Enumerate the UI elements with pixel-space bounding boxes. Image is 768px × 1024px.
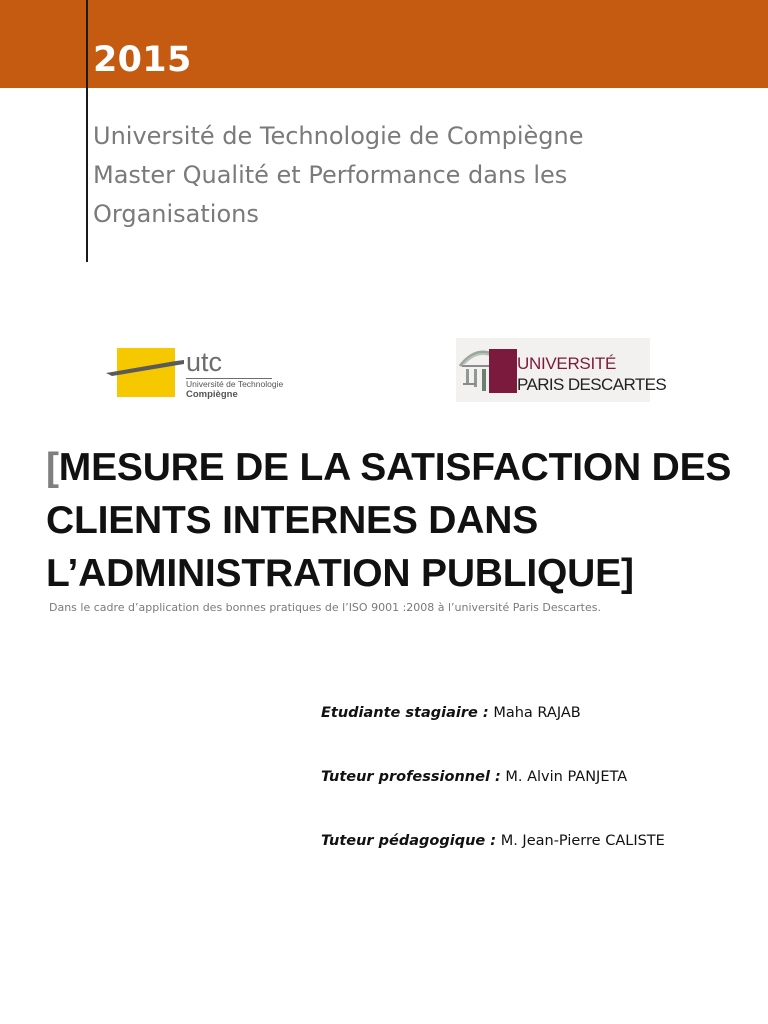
academic-tutor-label: Tuteur pédagogique :	[321, 833, 497, 849]
program-line-cont: Organisations	[93, 200, 259, 228]
paris-descartes-line1: UNIVERSITÉ	[517, 354, 617, 373]
professional-tutor-row	[321, 769, 627, 785]
title-close-bracket: ]	[620, 552, 634, 595]
professional-tutor-value: M. Alvin PANJETA	[505, 769, 628, 785]
university-line: Université de Technologie de Compiègne	[93, 122, 584, 150]
title-line: L’ADMINISTRATION PUBLIQUE	[46, 552, 621, 595]
utc-logo-line2: Compiègne	[186, 389, 238, 400]
paris-descartes-logo	[456, 338, 667, 402]
academic-tutor-row	[321, 833, 665, 849]
university-block	[93, 117, 713, 234]
student-label: Etudiante stagiaire :	[321, 705, 489, 721]
student-row	[321, 705, 581, 721]
paris-descartes-badge	[489, 349, 517, 393]
utc-logo-wordmark: utc	[186, 347, 223, 377]
title-line: MESURE DE LA SATISFACTION DES	[58, 446, 732, 489]
professional-tutor-label: Tuteur professionnel :	[321, 769, 501, 785]
student-value: Maha RAJAB	[493, 705, 581, 721]
year-label: 2015	[93, 40, 192, 80]
paris-descartes-line2: PARIS DESCARTES	[517, 375, 667, 394]
title-open-bracket: [	[46, 446, 59, 489]
document-subtitle: Dans le cadre d’application des bonnes pratiques de l’ISO 9001 :2008 à l’université Paris Descartes.	[49, 601, 601, 614]
title-line: CLIENTS INTERNES DANS	[46, 499, 539, 542]
document-title	[46, 441, 762, 600]
utc-logo	[106, 343, 284, 401]
program-line: Master Qualité et Performance dans les	[93, 161, 568, 189]
academic-tutor-value: M. Jean-Pierre CALISTE	[500, 833, 665, 849]
vertical-rule	[86, 0, 88, 262]
utc-logo-line1: Université de Technologie	[186, 379, 284, 389]
